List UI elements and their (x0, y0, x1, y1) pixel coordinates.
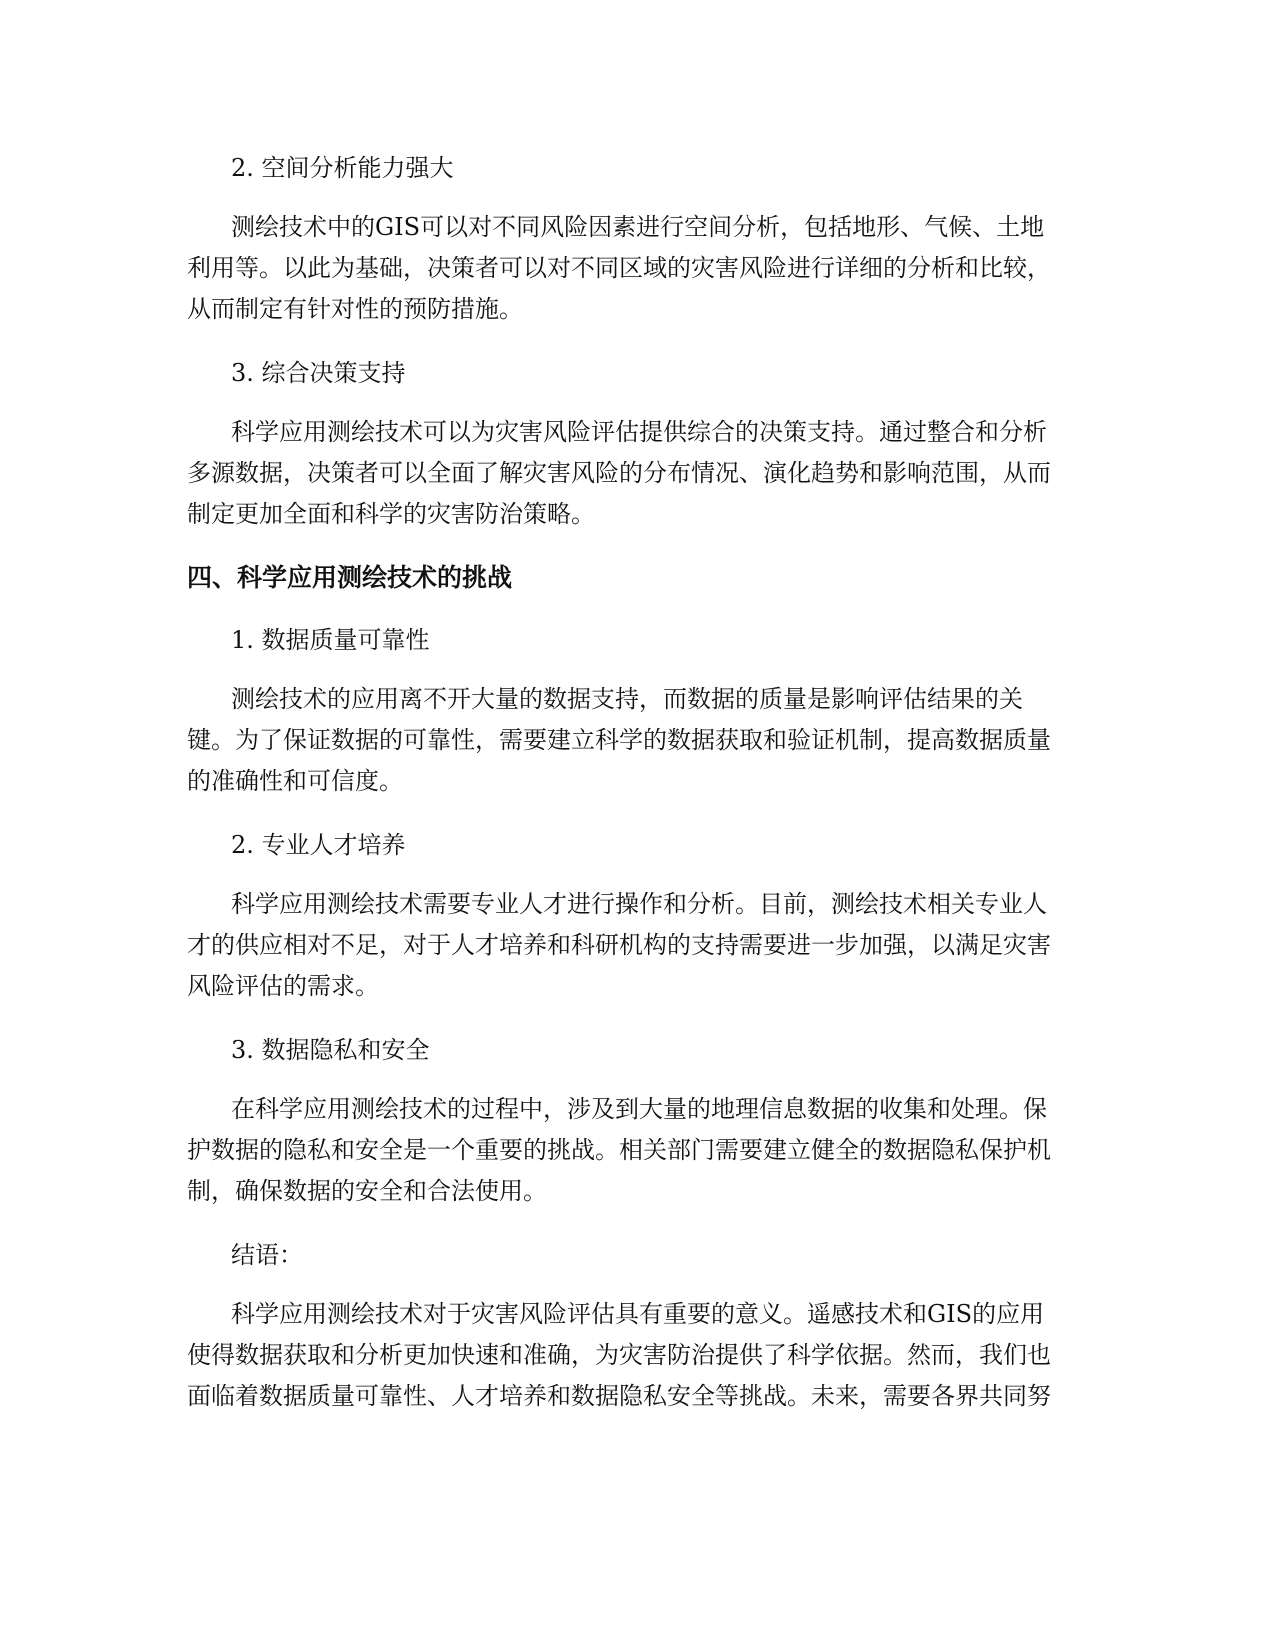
subheading-data-quality: 1. 数据质量可靠性 (231, 626, 430, 654)
paragraph-decision-support: 科学应用测绘技术可以为灾害风险评估提供综合的决策支持。通过整合和分析 多源数据，决策者可以全面了解灾害风险的分布情况、演化趋势和影响范围，从而 制定更加全面和科学的灾害防治策略。 (187, 418, 1051, 528)
subheading-data-privacy: 3. 数据隐私和安全 (231, 1036, 430, 1064)
document-body (187, 145, 1087, 1417)
paragraph-spatial-analysis: 测绘技术中的GIS可以对不同风险因素进行空间分析，包括地形、气候、土地 利用等。以此为基础，决策者可以对不同区域的灾害风险进行详细的分析和比较， 从而制定有针对性的预防措施。 (187, 213, 1051, 323)
conclusion-label: 结语： (231, 1241, 303, 1269)
subheading-spatial-analysis: 2. 空间分析能力强大 (231, 154, 454, 182)
paragraph-conclusion: 科学应用测绘技术对于灾害风险评估具有重要的意义。遥感技术和GIS的应用 使得数据获取和分析更加快速和准确，为灾害防治提供了科学依据。然而，我们也 面临着数据质量可靠性、人才培养和数据隐私安全等挑战。未来，需要各界共同努 (187, 1300, 1051, 1410)
subheading-talent-training: 2. 专业人才培养 (231, 831, 406, 859)
section-title-challenges: 四、科学应用测绘技术的挑战 (187, 563, 513, 592)
paragraph-data-privacy: 在科学应用测绘技术的过程中，涉及到大量的地理信息数据的收集和处理。保 护数据的隐私和安全是一个重要的挑战。相关部门需要建立健全的数据隐私保护机 制，确保数据的安全和合法使用。 (187, 1095, 1051, 1205)
subheading-decision-support: 3. 综合决策支持 (231, 359, 406, 387)
paragraph-talent-training: 科学应用测绘技术需要专业人才进行操作和分析。目前，测绘技术相关专业人 才的供应相对不足，对于人才培养和科研机构的支持需要进一步加强，以满足灾害 风险评估的需求。 (187, 890, 1051, 1000)
paragraph-data-quality: 测绘技术的应用离不开大量的数据支持，而数据的质量是影响评估结果的关 键。为了保证数据的可靠性，需要建立科学的数据获取和验证机制，提高数据质量 的准确性和可信度。 (187, 685, 1051, 795)
